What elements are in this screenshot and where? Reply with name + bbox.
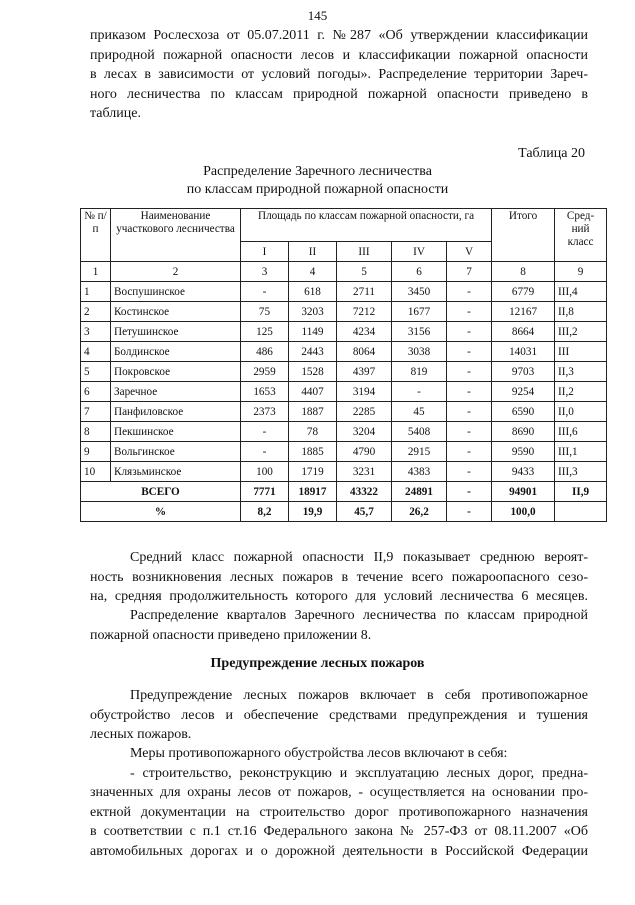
text-line: Распределение кварталов Заречного лесничества по классам природной	[130, 608, 588, 623]
table-cell: 4790	[337, 442, 392, 462]
total-cell: -	[447, 482, 492, 502]
section-heading: Предупреждение лесных пожаров	[210, 656, 425, 671]
percent-cell: -	[447, 502, 492, 522]
table-cell: III,4	[555, 282, 607, 302]
table-cell: 14031	[492, 342, 555, 362]
table-cell: 4397	[337, 362, 392, 382]
table-cell: 1149	[289, 322, 337, 342]
table-title-line: Распределение Заречного лесничества	[203, 164, 432, 179]
total-cell: II,9	[555, 482, 607, 502]
table-cell: II,3	[555, 362, 607, 382]
table-cell: 3	[81, 322, 111, 342]
table-cell: 9	[81, 442, 111, 462]
header-num: № п/п	[81, 209, 111, 262]
table-cell: -	[447, 422, 492, 442]
table-cell: II,0	[555, 402, 607, 422]
page-number: 145	[307, 8, 328, 23]
text-line: ектной документации на строительство дорог противопожарного назначения	[90, 804, 588, 820]
header-avg: Сред-ний класс	[555, 209, 607, 262]
total-row	[81, 482, 607, 502]
percent-cell: 26,2	[392, 502, 447, 522]
table-cell: 3203	[289, 302, 337, 322]
table-row	[81, 322, 607, 342]
forestry-name-cell: Заречное	[111, 382, 241, 402]
table-cell: 9254	[492, 382, 555, 402]
header-class: I	[241, 242, 289, 262]
column-number: 1	[81, 262, 111, 282]
table-cell: -	[447, 362, 492, 382]
column-number: 9	[555, 262, 607, 282]
table-cell: 1677	[392, 302, 447, 322]
forestry-name-cell: Воспушинское	[111, 282, 241, 302]
text-line: ность возникновения лесных пожаров в течение всего пожароопасного сезо-	[90, 569, 588, 585]
forestry-name-cell: Панфиловское	[111, 402, 241, 422]
header-class: V	[447, 242, 492, 262]
percent-cell	[555, 502, 607, 522]
text-line: на, средняя продолжительность которого для условий лесничества 6 месяцев.	[90, 589, 588, 604]
table-cell: 1653	[241, 382, 289, 402]
table-cell: 10	[81, 462, 111, 482]
table-row	[81, 302, 607, 322]
header-total: Итого	[492, 209, 555, 262]
intro-line: ного лесничества по классам природной пожарной опасности приведено в	[90, 86, 588, 102]
table-cell: 4	[81, 342, 111, 362]
table-cell: 1885	[289, 442, 337, 462]
text-line: - строительство, реконструкцию и эксплуатацию лесных дорог, предна-	[130, 765, 588, 781]
forestry-name-cell: Клязьминское	[111, 462, 241, 482]
table-cell: 100	[241, 462, 289, 482]
table-row	[81, 442, 607, 462]
table-cell: -	[447, 302, 492, 322]
total-cell: 94901	[492, 482, 555, 502]
table-row	[81, 402, 607, 422]
table-cell: II,2	[555, 382, 607, 402]
table-cell: 618	[289, 282, 337, 302]
table-cell: 9703	[492, 362, 555, 382]
total-cell: 43322	[337, 482, 392, 502]
text-line: обустройство лесов и обеспечение средствами предупреждения и тушения	[90, 707, 588, 723]
table-cell: -	[447, 462, 492, 482]
text-line: Предупреждение лесных пожаров включает в себя противопожарное	[130, 688, 588, 703]
appendix-paragraph	[90, 606, 588, 645]
table-cell: III	[555, 342, 607, 362]
table-cell: 3204	[337, 422, 392, 442]
table-cell: II,8	[555, 302, 607, 322]
table-cell: III,2	[555, 322, 607, 342]
forestry-name-cell: Петушинское	[111, 322, 241, 342]
text-line: автомобильных дорогах и о дорожной деятельности в Российской Федерации	[90, 843, 588, 859]
table-cell: 4383	[392, 462, 447, 482]
table-cell: 2915	[392, 442, 447, 462]
table-cell: -	[241, 282, 289, 302]
table-cell: 3231	[337, 462, 392, 482]
average-class-paragraph	[90, 548, 588, 607]
measures-paragraph	[90, 744, 588, 861]
table-body	[81, 282, 607, 482]
percent-cell: 45,7	[337, 502, 392, 522]
table-cell: III,3	[555, 462, 607, 482]
table-cell: 1719	[289, 462, 337, 482]
intro-line: природной пожарной опасности лесов и классификации пожарной опасности	[90, 47, 588, 63]
table-row	[81, 382, 607, 402]
table-cell: 3038	[392, 342, 447, 362]
intro-line: таблице.	[90, 106, 141, 121]
table-title-line: по классам природной пожарной опасности	[186, 182, 449, 197]
header-name: Наименование участкового лесничества	[111, 209, 241, 262]
table-cell: -	[241, 442, 289, 462]
table-cell: 1887	[289, 402, 337, 422]
fire-danger-table	[80, 208, 607, 522]
table-cell: 8690	[492, 422, 555, 442]
table-cell: 1	[81, 282, 111, 302]
header-area: Площадь по классам пожарной опасности, га	[241, 209, 492, 242]
table-cell: 2285	[337, 402, 392, 422]
table-row	[81, 362, 607, 382]
table-cell: 8064	[337, 342, 392, 362]
table-cell: 7212	[337, 302, 392, 322]
table-cell: -	[392, 382, 447, 402]
table-row	[81, 422, 607, 442]
table-cell: -	[241, 422, 289, 442]
forestry-name-cell: Костинское	[111, 302, 241, 322]
column-number: 8	[492, 262, 555, 282]
total-cell: 18917	[289, 482, 337, 502]
table-label: Таблица 20	[518, 146, 585, 161]
forestry-name-cell: Пекшинское	[111, 422, 241, 442]
table-cell: 8	[81, 422, 111, 442]
header-class: II	[289, 242, 337, 262]
table-cell: 5	[81, 362, 111, 382]
table-cell: 6	[81, 382, 111, 402]
table-cell: 7	[81, 402, 111, 422]
forestry-name-cell: Вольгинское	[111, 442, 241, 462]
intro-line: в лесах в зависимости от условий погоды». Распределение территории Зареч-	[90, 67, 588, 82]
table-cell: -	[447, 322, 492, 342]
intro-paragraph	[90, 26, 588, 124]
column-number-row	[81, 262, 607, 282]
table-cell: 3450	[392, 282, 447, 302]
table-cell: 5408	[392, 422, 447, 442]
table-cell: -	[447, 282, 492, 302]
column-number: 2	[111, 262, 241, 282]
percent-label: %	[81, 502, 241, 522]
table-cell: III,1	[555, 442, 607, 462]
table-row	[81, 282, 607, 302]
percent-cell: 8,2	[241, 502, 289, 522]
table-cell: 2443	[289, 342, 337, 362]
table-cell: 75	[241, 302, 289, 322]
table-cell: III,6	[555, 422, 607, 442]
total-cell: 7771	[241, 482, 289, 502]
table-cell: 2959	[241, 362, 289, 382]
column-number: 5	[337, 262, 392, 282]
header-class: III	[337, 242, 392, 262]
prevention-paragraph	[90, 686, 588, 745]
table-cell: -	[447, 342, 492, 362]
forestry-name-cell: Покровское	[111, 362, 241, 382]
total-label: ВСЕГО	[81, 482, 241, 502]
total-cell: 24891	[392, 482, 447, 502]
table-cell: 6779	[492, 282, 555, 302]
percent-row	[81, 502, 607, 522]
table-row	[81, 342, 607, 362]
text-line: значенных для охраны лесов от пожаров, - осуществляется на основании про-	[90, 785, 588, 800]
column-number: 3	[241, 262, 289, 282]
column-number: 6	[392, 262, 447, 282]
table-cell: 9590	[492, 442, 555, 462]
table-cell: 2	[81, 302, 111, 322]
table-cell: 4234	[337, 322, 392, 342]
table-cell: -	[447, 382, 492, 402]
table-cell: 4407	[289, 382, 337, 402]
table-cell: -	[447, 442, 492, 462]
table-header-row	[81, 209, 607, 242]
text-line: Меры противопожарного обустройства лесов включают в себя:	[130, 746, 508, 761]
table-cell: 2711	[337, 282, 392, 302]
table-cell: 12167	[492, 302, 555, 322]
table-cell: 819	[392, 362, 447, 382]
intro-line: приказом Рослесхоза от 05.07.2011 г. №287 «Об утверждении классификации	[90, 28, 588, 43]
column-number: 7	[447, 262, 492, 282]
table-cell: 6590	[492, 402, 555, 422]
text-line: Средний класс пожарной опасности II,9 показывает среднюю вероят-	[130, 550, 588, 565]
forestry-name-cell: Болдинское	[111, 342, 241, 362]
table-row	[81, 462, 607, 482]
table-cell: 45	[392, 402, 447, 422]
table-cell: 3194	[337, 382, 392, 402]
column-number: 4	[289, 262, 337, 282]
table-cell: -	[447, 402, 492, 422]
table-cell: 125	[241, 322, 289, 342]
table-cell: 2373	[241, 402, 289, 422]
text-line: в соответствии с п.1 ст.16 Федерального закона № 257-ФЗ от 08.11.2007 «Об	[90, 824, 588, 839]
table-cell: 486	[241, 342, 289, 362]
table-cell: 8664	[492, 322, 555, 342]
table-cell: 3156	[392, 322, 447, 342]
table-cell: 1528	[289, 362, 337, 382]
text-line: лесных пожаров.	[90, 727, 192, 742]
text-line: пожарной опасности приведено приложении 8.	[90, 627, 372, 643]
percent-cell: 19,9	[289, 502, 337, 522]
percent-cell: 100,0	[492, 502, 555, 522]
table-cell: 78	[289, 422, 337, 442]
table-cell: 9433	[492, 462, 555, 482]
table-title	[0, 163, 635, 199]
header-class: IV	[392, 242, 447, 262]
